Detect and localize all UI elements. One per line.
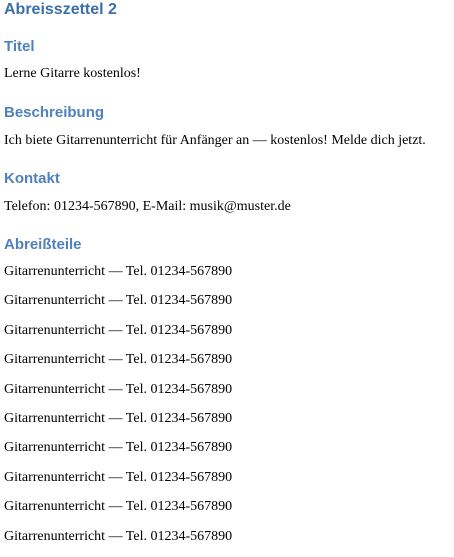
tear-off-list [4,263,232,557]
tear-off-item: Gitarrenunterricht — Tel. 01234-567890 [4,264,233,279]
tear-off-item: Gitarrenunterricht — Tel. 01234-567890 [4,528,233,544]
tear-off-item: Gitarrenunterricht — Tel. 01234-567890 [4,322,233,338]
tear-off-item: Gitarrenunterricht — Tel. 01234-567890 [4,352,233,368]
document-title: Abreisszettel 2 [4,1,117,18]
section-heading-kontakt: Kontakt [4,170,60,187]
section-heading-titel: Titel [4,38,35,55]
section-heading-beschreibung: Beschreibung [4,104,105,121]
beschreibung-text: Ich biete Gitarrenunterricht für Anfänger an — kostenlos! Melde dich jetzt. [4,133,426,148]
section-heading-abreissteile: Abreißteile [4,236,82,253]
tear-off-item: Gitarrenunterricht — Tel. 01234-567890 [4,440,233,456]
tear-off-item: Gitarrenunterricht — Tel. 01234-567890 [4,499,233,515]
tear-off-item: Gitarrenunterricht — Tel. 01234-567890 [4,381,233,397]
kontakt-text: Telefon: 01234-567890, E-Mail: musik@muster.de [4,199,291,214]
tear-off-item: Gitarrenunterricht — Tel. 01234-567890 [4,293,233,309]
tear-off-item: Gitarrenunterricht — Tel. 01234-567890 [4,469,233,485]
tear-off-item: Gitarrenunterricht — Tel. 01234-567890 [4,410,233,426]
titel-text: Lerne Gitarre kostenlos! [4,66,141,81]
